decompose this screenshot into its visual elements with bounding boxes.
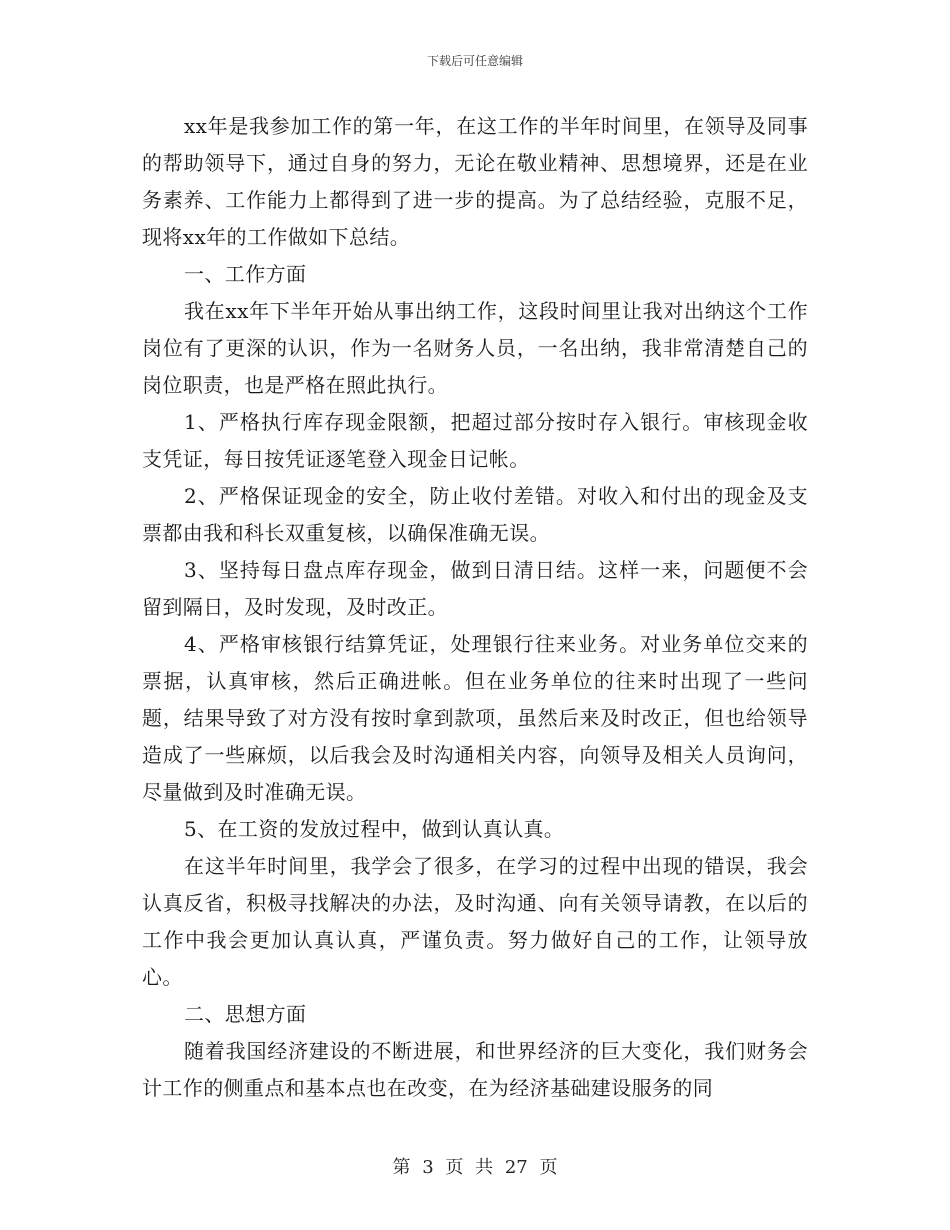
document-body [142, 108, 808, 1107]
paragraph-reflection: 在这半年时间里，我学会了很多，在学习的过程中出现的错误，我会认真反省，积极寻找解决的办法，及时沟通、向有关领导请教，在以后的工作中我会更加认真认真，严谨负责。努力做好自己的工作，让领导放心。 [142, 854, 808, 989]
paragraph-item-2: 2、严格保证现金的安全，防止收付差错。对收入和付出的现金及支票都由我和科长双重复核，以确保准确无误。 [142, 484, 808, 545]
section-heading-thought: 二、思想方面 [184, 1002, 307, 1026]
page-number-footer: 第 3 页 共 27 页 [392, 1157, 558, 1178]
paragraph-intro: xx年是我参加工作的第一年，在这工作的半年时间里，在领导及同事的帮助领导下，通过自身的努力，无论在敬业精神、思想境界，还是在业务素养、工作能力上都得到了进一步的提高。为了总结经验，克服不足，现将xx年的工作做如下总结。 [142, 114, 808, 249]
paragraph-item-4: 4、严格审核银行结算凭证，处理银行往来业务。对业务单位交来的票据，认真审核，然后正确进帐。但在业务单位的往来时出现了一些问题，结果导致了对方没有按时拿到款项，虽然后来及时改正，但也给领导造成了一些麻烦，以后我会及时沟通相关内容，向领导及相关人员询问，尽量做到及时准确无误。 [142, 632, 808, 804]
paragraph-item-3: 3、坚持每日盘点库存现金，做到日清日结。这样一来，问题便不会留到隔日，及时发现，及时改正。 [142, 558, 808, 619]
section-heading-work: 一、工作方面 [184, 262, 307, 286]
paragraph-item-1: 1、严格执行库存现金限额，把超过部分按时存入银行。审核现金收支凭证，每日按凭证逐笔登入现金日记帐。 [142, 410, 808, 471]
page-header: 下载后可任意编辑 [426, 54, 523, 68]
paragraph-item-5: 5、在工资的发放过程中，做到认真认真。 [184, 817, 565, 841]
paragraph-thought: 随着我国经济建设的不断进展，和世界经济的巨大变化，我们财务会计工作的侧重点和基本点也在改变，在为经济基础建设服务的同 [142, 1039, 808, 1100]
paragraph-work-overview: 我在xx年下半年开始从事出纳工作，这段时间里让我对出纳这个工作岗位有了更深的认识，作为一名财务人员，一名出纳，我非常清楚自己的岗位职责，也是严格在照此执行。 [142, 299, 808, 397]
